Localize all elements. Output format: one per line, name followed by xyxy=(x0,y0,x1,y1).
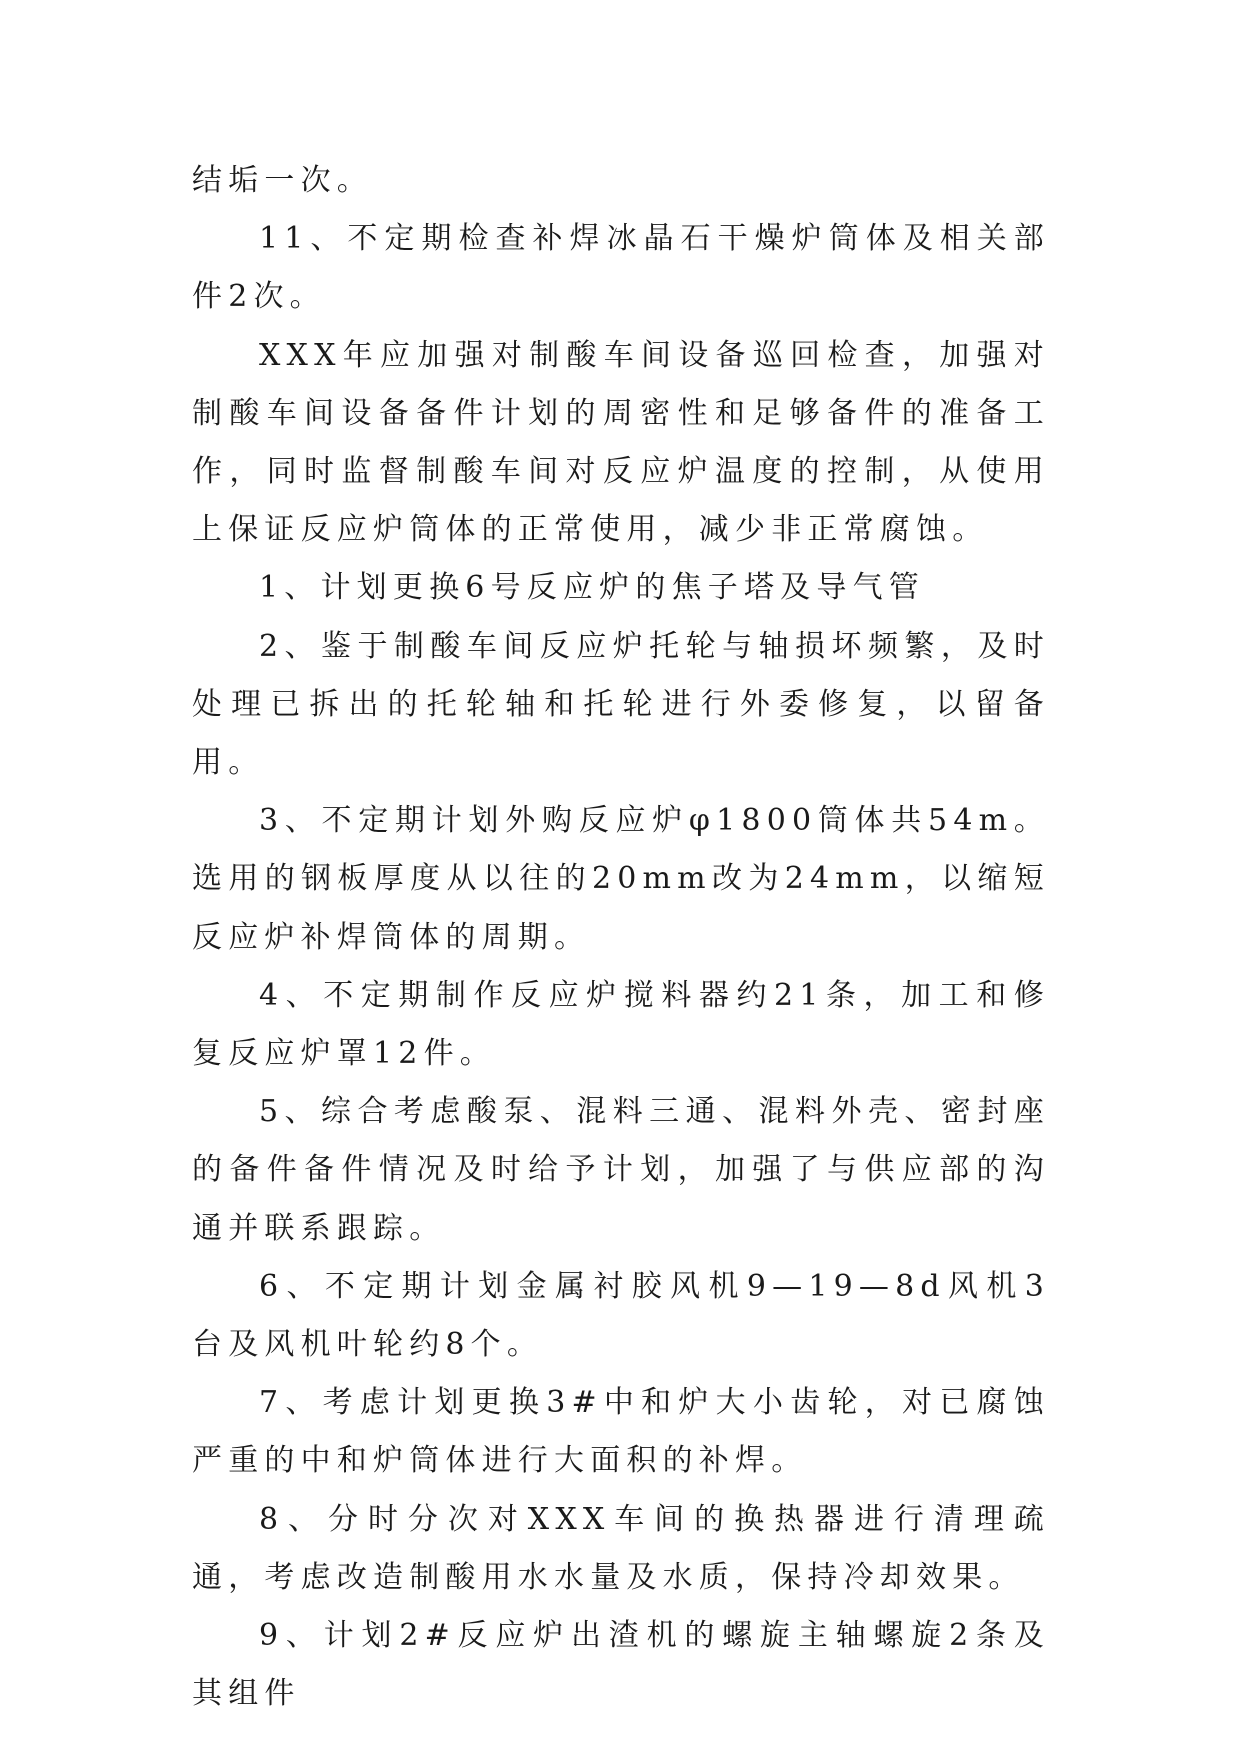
paragraph-item-8: 8、分时分次对XXX车间的换热器进行清理疏通，考虑改造制酸用水水量及水质，保持冷却效果。 xyxy=(192,1501,1050,1595)
paragraph-item-6: 6、不定期计划金属衬胶风机9—19—8d风机3台及风机叶轮约8个。 xyxy=(192,1268,1050,1363)
paragraph-item-2: 2、鉴于制酸车间反应炉托轮与轴损坏频繁，及时处理已拆出的托轮轴和托轮进行外委修复，以留备用。 xyxy=(192,628,1050,781)
paragraph-item-7: 7、考虑计划更换3#中和炉大小齿轮，对已腐蚀严重的中和炉筒体进行大面积的补焊。 xyxy=(192,1385,1050,1479)
paragraph-item-4: 4、不定期制作反应炉搅料器约21条，加工和修复反应炉罩12件。 xyxy=(192,977,1050,1072)
paragraph-item-9: 9、计划2#反应炉出渣机的螺旋主轴螺旋2条及其组件 xyxy=(192,1618,1050,1712)
paragraph-item-11: 11、不定期检查补焊冰晶石干燥炉筒体及相关部件2次。 xyxy=(192,221,1050,315)
paragraph-item-1: 1、计划更换6号反应炉的焦子塔及导气管 xyxy=(259,570,925,606)
document-body xyxy=(192,152,1050,1723)
paragraph-item-5: 5、综合考虑酸泵、混料三通、混料外壳、密封座的备件备件情况及时给予计划，加强了与供应部的沟通并联系跟踪。 xyxy=(192,1094,1050,1246)
paragraph-continuation: 结垢一次。 xyxy=(192,163,373,198)
paragraph-item-3: 3、不定期计划外购反应炉φ1800筒体共54m。选用的钢板厚度从以往的20mm改为24mm，以缩短反应炉补焊筒体的周期。 xyxy=(192,803,1050,955)
paragraph-plan-summary: XXX年应加强对制酸车间设备巡回检查，加强对制酸车间设备备件计划的周密性和足够备件的准备工作，同时监督制酸车间对反应炉温度的控制，从使用上保证反应炉筒体的正常使用，减少非正常腐蚀。 xyxy=(192,337,1050,548)
